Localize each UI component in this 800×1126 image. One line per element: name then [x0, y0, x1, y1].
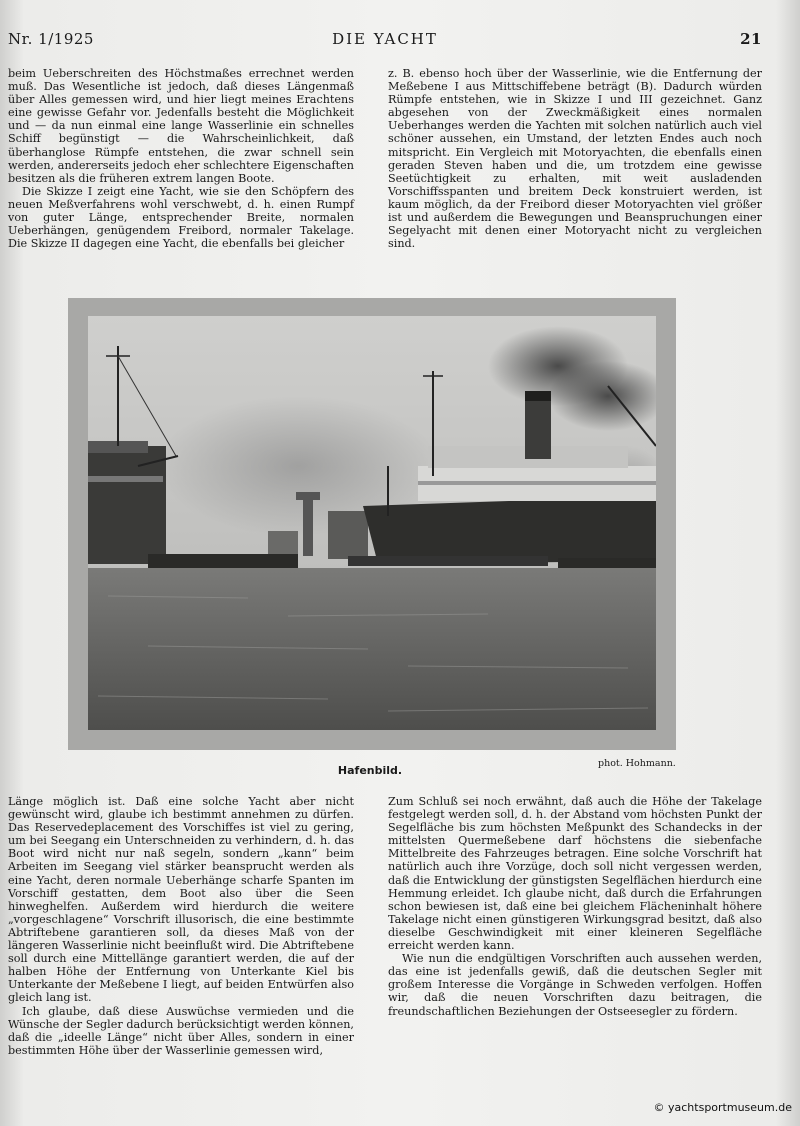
text-column-bottom-right [388, 795, 762, 1018]
issue-number: Nr. 1/1925 [8, 30, 94, 48]
harbor-photo [88, 316, 656, 730]
magazine-title: DIE YACHT [332, 30, 438, 48]
paragraph: Zum Schluß sei noch erwähnt, daß auch die Höhe der Takelage festgelegt werden soll, d. h. der Abstand vom höchsten Punkt der Segelfläche bis zum höchsten Meßpunkt des Schandecks in der mittelsten Quermeßebene darf höchstens die siebenfache Mittelbreite des Fahrzeuges betragen. Eine solche Vorschrift hat natürlich auch ihre Vorzüge, doch soll nicht vergessen werden, daß die Entwicklung der günstigsten Segelflächen hierdurch eine Hemmung erleidet. Ich glaube nicht, daß durch die Erfahrungen schon bewiesen ist, daß eine bei gleichem Flächeninhalt höhere Takelage nicht einen günstigeren Wirkungsgrad besitzt, daß also dieselbe Geschwindigkeit mit einer kleineren Segelfläche erreicht werden kann. [388, 795, 762, 953]
paragraph: beim Ueberschreiten des Höchstmaßes errechnet werden muß. Das Wesentliche ist jedoch, daß dieses Längenmaß über Alles gemessen wird, und hier liegt meines Erachtens eine gewisse Gefahr vor. Jedenfalls besteht die Möglichkeit und — da nun einmal eine lange Wasserlinie ein schnelles Schiff begünstigt — die Wahrscheinlichkeit, daß überhanglose Rümpfe entstehen, die zwar schnell sein werden, andererseits jedoch eher schlechtere Eigenschaften besitzen als die früheren extrem langen Boote. [8, 67, 354, 185]
text-column-top-right [388, 67, 762, 250]
paragraph: Ich glaube, daß diese Auswüchse vermieden und die Wünsche der Segler dadurch berücksichtigt werden können, daß die „ideelle Länge“ nicht über Alles, sondern in einer bestimmten Höhe über der Wasserlinie gemessen wird, [8, 1004, 354, 1057]
photo-credit: phot. Hohmann. [598, 758, 676, 769]
paragraph: Die Skizze I zeigt eine Yacht, wie sie den Schöpfern des neuen Meßverfahrens wohl verschwebt, d. h. einen Rumpf von guter Länge, entsprechender Breite, normalen Ueberhängen, genügendem Freibord, normaler Takelage. Die Skizze II dagegen eine Yacht, die ebenfalls bei gleicher [8, 184, 354, 251]
text-column-bottom-left [8, 795, 354, 1057]
text-column-top-left [8, 67, 354, 250]
page-header [8, 30, 762, 52]
paragraph: Wie nun die endgültigen Vorschriften auch aussehen werden, das eine ist jedenfalls gewiß, daß die deutschen Segler mit großem Interesse die Vorgänge in Schweden verfolgen. Hoffen wir, daß die neuen Vorschriften dazu beitragen, die freundschaftlichen Beziehungen der Ostseesegler zu fördern. [388, 952, 762, 1018]
paragraph: Länge möglich ist. Daß eine solche Yacht aber nicht gewünscht wird, glaube ich bestimmt annehmen zu dürfen. Das Reservedeplacement des Vorschiffes ist viel zu gering, um bei Seegang ein Unterschneiden zu verhindern, d. h. das Boot wird nicht nur naß segeln, sondern „kann“ beim Arbeiten im Seegang viel stärker beansprucht werden als eine Yacht, deren normale Ueberhänge scharfe Spanten im Vorschiff gestatten, dem Boot also über die Seen hinweghelfen. Außerdem wird hierdurch die weitere „vorgeschlagene“ Vorschrift illusorisch, die eine bestimmte Abtriftebene garantieren soll, da dieses Maß von der längeren Wasserlinie nicht beeinflußt wird. Die Abtriftebene soll durch eine Mittellänge garantiert werden, die auf der halben Höhe der Entfernung von Unterkante Kiel bis Unterkante der Meßebene I liegt, auf beiden Entwürfen also gleich lang ist. [8, 795, 354, 1005]
photo-caption: Hafenbild. [337, 764, 403, 777]
page-number: 21 [740, 30, 762, 48]
paragraph: z. B. ebenso hoch über der Wasserlinie, wie die Entfernung der Meßebene I aus Mittschiffebene beträgt (B). Dadurch würden Rümpfe entstehen, wie in Skizze I und III gezeichnet. Ganz abgesehen von der Zweckmäßigkeit eines normalen Ueberhanges werden die Yachten mit solchen natürlich auch viel schöner aussehen, ein Umstand, der letzten Endes auch noch mitspricht. Ein Vergleich mit Motoryachten, die ebenfalls einen geraden Steven haben und die, um trotzdem eine gewisse Seetüchtigkeit zu erhalten, mit weit ausladenden Vorschiffsspanten und breitem Deck konstruiert werden, ist kaum möglich, da der Freibord dieser Motoryachten viel größer ist und außerdem die Bewegungen und Beanspruchungen einer Segelyacht mit denen einer Motoryacht nicht zu vergleichen sind. [388, 67, 762, 251]
copyright-watermark: © yachtsportmuseum.de [653, 1101, 792, 1114]
